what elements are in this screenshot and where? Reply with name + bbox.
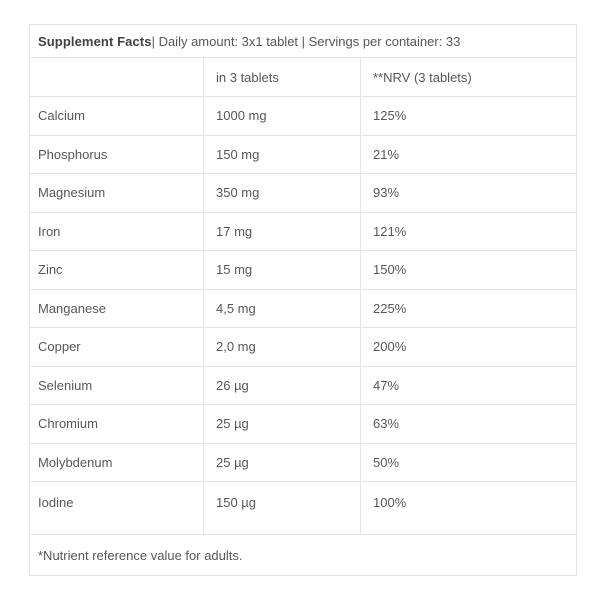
nutrient-name: Calcium <box>38 108 85 124</box>
nutrient-name: Selenium <box>38 377 93 393</box>
nutrient-amount: 350 mg <box>203 174 360 212</box>
table-row <box>30 481 576 534</box>
nutrient-nrv: 21% <box>360 136 576 174</box>
supplement-facts-table <box>29 24 577 576</box>
nutrient-nrv: 100% <box>360 482 576 534</box>
nutrient-nrv: 125% <box>360 97 576 135</box>
nutrient-nrv: 47% <box>360 367 576 405</box>
nutrient-amount: 150 mg <box>203 136 360 174</box>
table-row <box>30 96 576 135</box>
nutrient-nrv: 225% <box>360 290 576 328</box>
nutrient-nrv: 200% <box>360 328 576 366</box>
table-row <box>30 212 576 251</box>
title-bar <box>30 25 576 57</box>
nutrient-nrv: 63% <box>360 405 576 443</box>
footnote: *Nutrient reference value for adults. <box>30 534 576 575</box>
nutrient-nrv: 50% <box>360 444 576 482</box>
table-row <box>30 289 576 328</box>
nutrient-name: Phosphorus <box>38 146 108 162</box>
title-bold: Supplement Facts <box>38 33 152 49</box>
table-row <box>30 366 576 405</box>
nutrient-name: Iodine <box>38 494 74 510</box>
table-row <box>30 443 576 482</box>
nutrient-nrv: 121% <box>360 213 576 251</box>
table-row <box>30 250 576 289</box>
header-row <box>30 57 576 96</box>
nutrient-name: Iron <box>38 223 61 239</box>
table-row <box>30 404 576 443</box>
nutrient-amount: 26 µg <box>203 367 360 405</box>
table-row <box>30 327 576 366</box>
nutrient-amount: 17 mg <box>203 213 360 251</box>
nutrient-name: Molybdenum <box>38 454 113 470</box>
nutrient-name: Chromium <box>38 416 98 432</box>
nutrient-amount: 1000 mg <box>203 97 360 135</box>
nutrient-name: Zinc <box>38 262 63 278</box>
table-row <box>30 173 576 212</box>
header-cell-empty <box>30 58 203 96</box>
title-rest: | Daily amount: 3x1 tablet | Servings per container: 33 <box>151 33 461 49</box>
nutrient-nrv: 150% <box>360 251 576 289</box>
rows-container <box>30 96 576 534</box>
nutrient-name: Copper <box>38 339 81 355</box>
header-cell-amount: in 3 tablets <box>203 58 360 96</box>
nutrient-name: Manganese <box>38 300 106 316</box>
nutrient-amount: 150 µg <box>203 482 360 534</box>
nutrient-amount: 15 mg <box>203 251 360 289</box>
table-row <box>30 135 576 174</box>
nutrient-amount: 2,0 mg <box>203 328 360 366</box>
header-cell-nrv: **NRV (3 tablets) <box>360 58 576 96</box>
nutrient-amount: 25 µg <box>203 405 360 443</box>
nutrient-amount: 25 µg <box>203 444 360 482</box>
nutrient-name: Magnesium <box>38 185 106 201</box>
nutrient-amount: 4,5 mg <box>203 290 360 328</box>
nutrient-nrv: 93% <box>360 174 576 212</box>
